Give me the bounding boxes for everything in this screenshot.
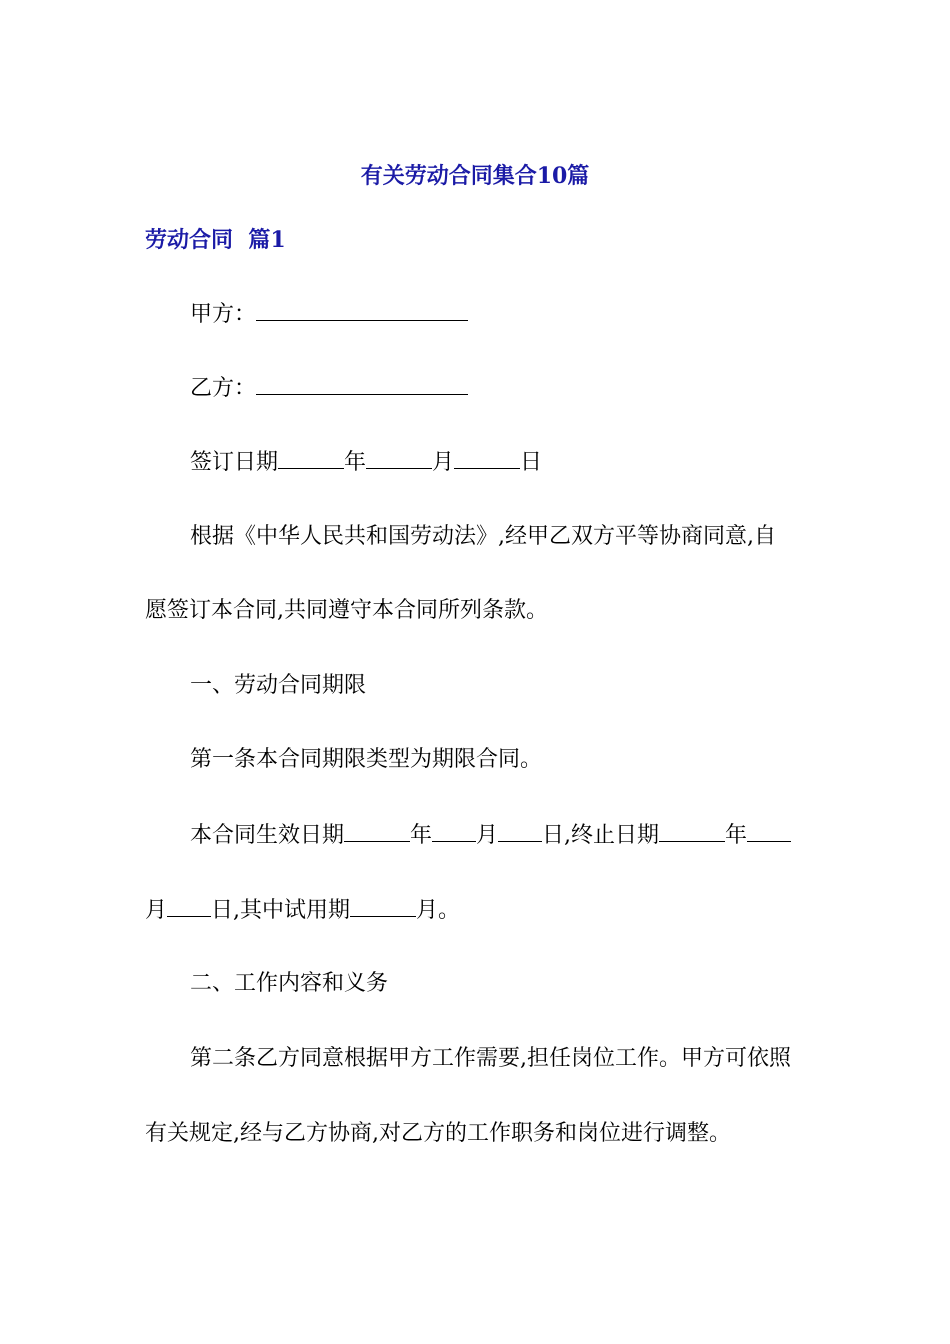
party-b-label: 乙方：	[190, 376, 257, 401]
term-day-end-label: 日,终止日期	[542, 823, 660, 848]
term-end-month-blank	[747, 819, 791, 842]
sign-date-label: 签订日期	[190, 450, 279, 475]
term-end-year-blank	[659, 819, 725, 842]
article-2-line-2: 有关规定,经与乙方协商,对乙方的工作职务和岗位进行调整。	[145, 1121, 731, 1146]
term-end-day-blank	[167, 894, 211, 917]
sign-month-blank	[366, 446, 432, 469]
heading-term: 一、劳动合同期限	[190, 673, 367, 698]
term-end-month-label: 月	[145, 898, 168, 923]
sign-month-label: 月	[432, 450, 455, 475]
sign-year-blank	[278, 446, 344, 469]
party-b-line	[190, 372, 468, 405]
term-trial-month-label: 月。	[416, 898, 461, 923]
term-line-2	[145, 894, 460, 927]
heading-work: 二、工作内容和义务	[190, 971, 389, 996]
term-year-label: 年	[410, 823, 433, 848]
intro-line-2: 愿签订本合同,共同遵守本合同所列条款。	[145, 598, 548, 623]
term-line-1	[190, 819, 791, 852]
sign-day-blank	[454, 446, 520, 469]
term-month-blank	[432, 819, 476, 842]
term-year-blank	[344, 819, 410, 842]
term-trial-blank	[350, 894, 416, 917]
document-title: 有关劳动合同集合10篇	[360, 163, 590, 189]
sign-date-line	[190, 446, 542, 479]
sign-day-label: 日	[520, 450, 543, 475]
article-2-line-1: 第二条乙方同意根据甲方工作需要,担任岗位工作。甲方可依照	[190, 1046, 791, 1071]
party-a-label: 甲方：	[190, 302, 257, 327]
term-start-label: 本合同生效日期	[190, 823, 345, 848]
article-1: 第一条本合同期限类型为期限合同。	[190, 747, 543, 772]
section-heading: 劳动合同 篇1	[145, 227, 286, 253]
sign-year-label: 年	[344, 450, 367, 475]
term-trial-label: 日,其中试用期	[211, 898, 351, 923]
party-b-blank	[256, 372, 468, 395]
term-day-blank	[498, 819, 542, 842]
term-end-year-label: 年	[725, 823, 748, 848]
intro-line-1: 根据《中华人民共和国劳动法》,经甲乙双方平等协商同意,自	[190, 524, 776, 549]
party-a-line	[190, 298, 468, 331]
term-month-label: 月	[476, 823, 499, 848]
party-a-blank	[256, 298, 468, 321]
